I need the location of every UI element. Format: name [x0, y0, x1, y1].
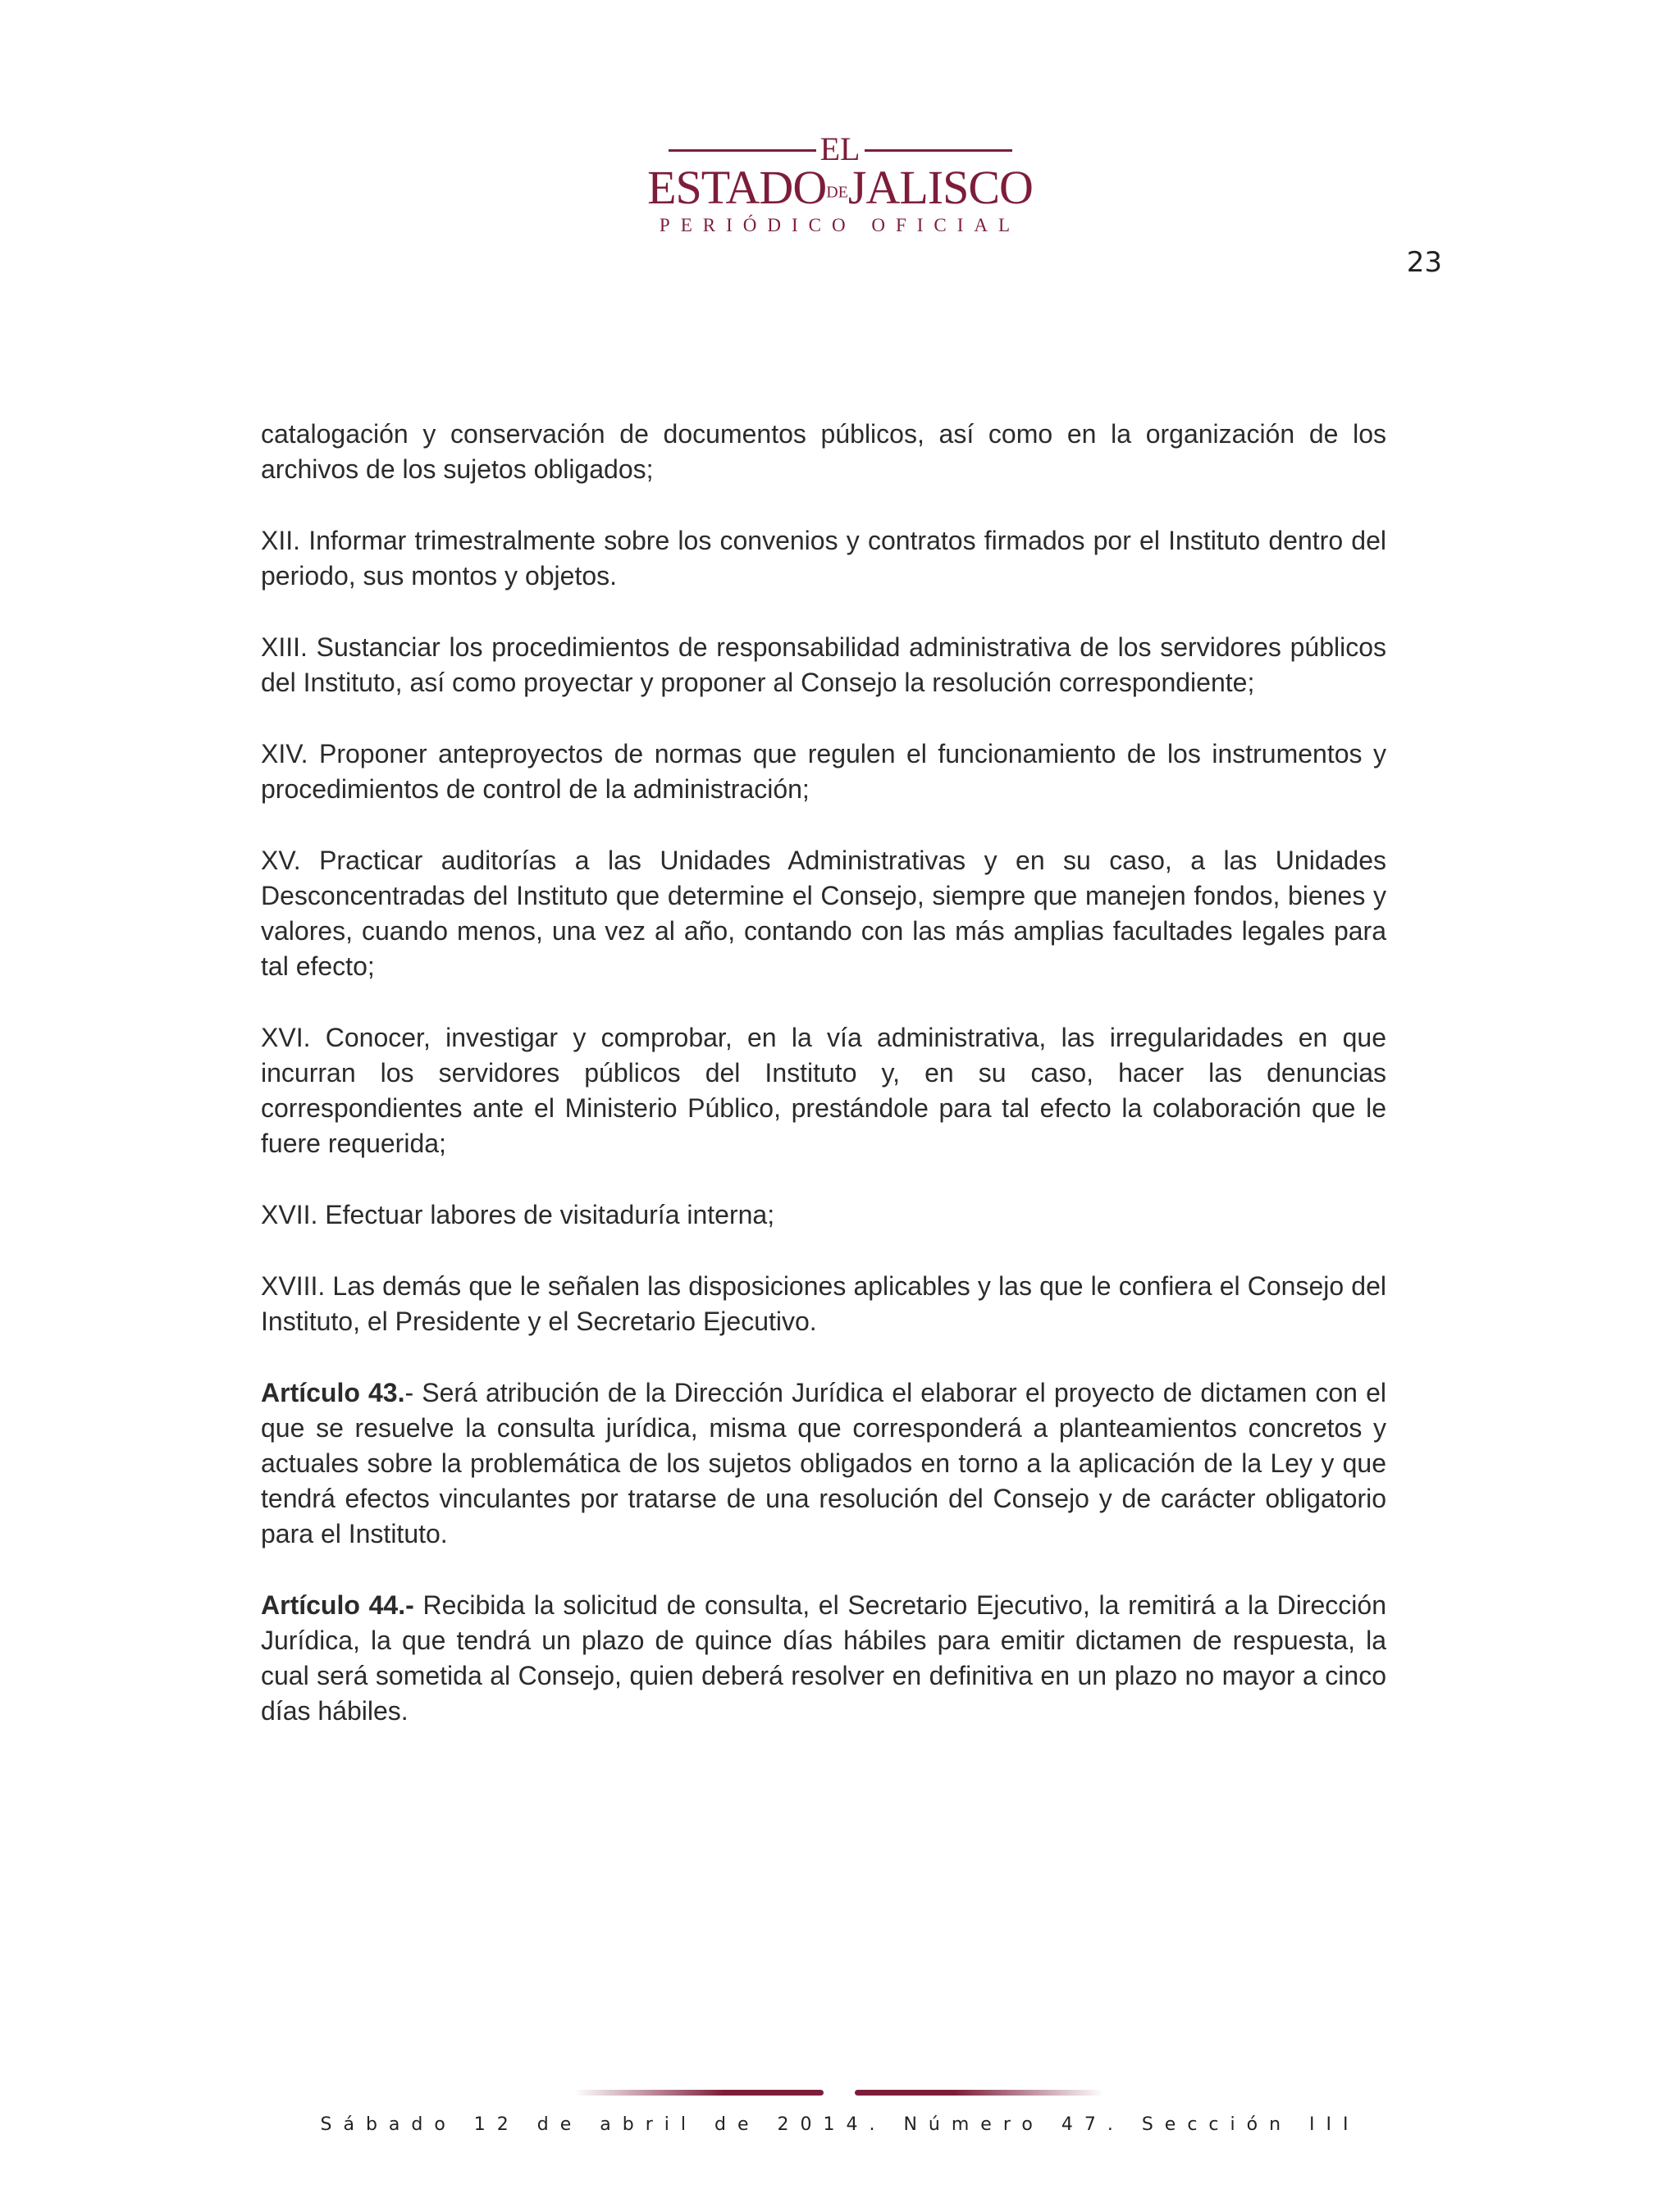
document-body — [261, 417, 1386, 1765]
paragraph-text: XII. Informar trimestralmente sobre los convenios y contratos firmados por el Instituto dentro del periodo, sus montos y objetos. — [261, 526, 1386, 591]
footer-rule-right — [855, 2090, 1104, 2096]
paragraph — [261, 737, 1386, 807]
masthead-name-left: ESTADO — [647, 161, 827, 214]
paragraph-text: catalogación y conservación de documentos públicos, así como en la organización de los archivos de los sujetos obligados; — [261, 419, 1386, 484]
paragraph — [261, 1269, 1386, 1339]
paragraph-text: XIII. Sustanciar los procedimientos de responsabilidad administrativa de los servidores públicos del Instituto, así como proyectar y proponer al Consejo la resolución correspondiente; — [261, 632, 1386, 697]
page-number: 23 — [1406, 246, 1442, 279]
footer-rule-left — [574, 2090, 824, 2096]
paragraph-text: XVI. Conocer, investigar y comprobar, en la vía administrativa, las irregularidades en que incurran los servidores públicos del Instituto y, en su caso, hacer las denuncias correspondientes ante el Ministerio Público, prestándole para tal efecto la colaboración que le fuere requerida; — [261, 1023, 1386, 1158]
paragraph — [261, 1020, 1386, 1161]
paragraph — [261, 630, 1386, 700]
masthead-name — [0, 161, 1680, 220]
paragraph-text: XVIII. Las demás que le señalen las disposiciones aplicables y las que le confiera el Consejo del Instituto, el Presidente y el Secretario Ejecutivo. — [261, 1271, 1386, 1336]
paragraph-text: - Será atribución de la Dirección Jurídica el elaborar el proyecto de dictamen con el que se resuelve la consulta jurídica, misma que corresponderá a planteamientos concretos y actuales sobre la problemática de los sujetos obligados en torno a la aplicación de la Ley y que tendrá efectos vinculantes por tratarse de una resolución del Consejo y de carácter obligatorio para el Instituto. — [261, 1378, 1387, 1548]
paragraph — [261, 1197, 1386, 1233]
paragraph — [261, 417, 1386, 487]
masthead-logo — [0, 131, 1680, 246]
paragraph-text: Recibida la solicitud de consulta, el Secretario Ejecutivo, la remitirá a la Dirección Jurídica, la que tendrá un plazo de quince días hábiles para emitir dictamen de respuesta, la cual será sometida al Consejo, quien deberá resolver en definitiva en un plazo no mayor a cinco días hábiles. — [261, 1590, 1387, 1726]
paragraph-article-43 — [261, 1375, 1386, 1552]
masthead-name-right: JALISCO — [847, 161, 1033, 214]
article-heading: Artículo 44.- — [261, 1590, 414, 1620]
paragraph-text: XIV. Proponer anteproyectos de normas que regulen el funcionamiento de los instrumentos y procedimientos de control de la administración; — [261, 739, 1386, 804]
masthead-name-joiner: DE — [826, 183, 848, 202]
article-heading: Artículo 43. — [261, 1378, 405, 1407]
paragraph — [261, 523, 1386, 594]
paragraph-text: XV. Practicar auditorías a las Unidades Administrativas y en su caso, a las Unidades Desconcentradas del Instituto que determine el Consejo, siempre que manejen fondos, bienes y valores, cuando menos, una vez al año, contando con las más amplias facultades legales para tal efecto; — [261, 846, 1386, 981]
masthead-subtitle: PERIÓDICO OFICIAL — [659, 215, 1021, 235]
paragraph — [261, 843, 1386, 984]
footer-date-issue: Sábado 12 de abril de 2014. Número 47. Sección III — [320, 2114, 1360, 2135]
paragraph-text: XVII. Efectuar labores de visitaduría interna; — [261, 1200, 775, 1229]
masthead-top-word: EL — [819, 130, 861, 167]
paragraph-article-44 — [261, 1588, 1386, 1729]
